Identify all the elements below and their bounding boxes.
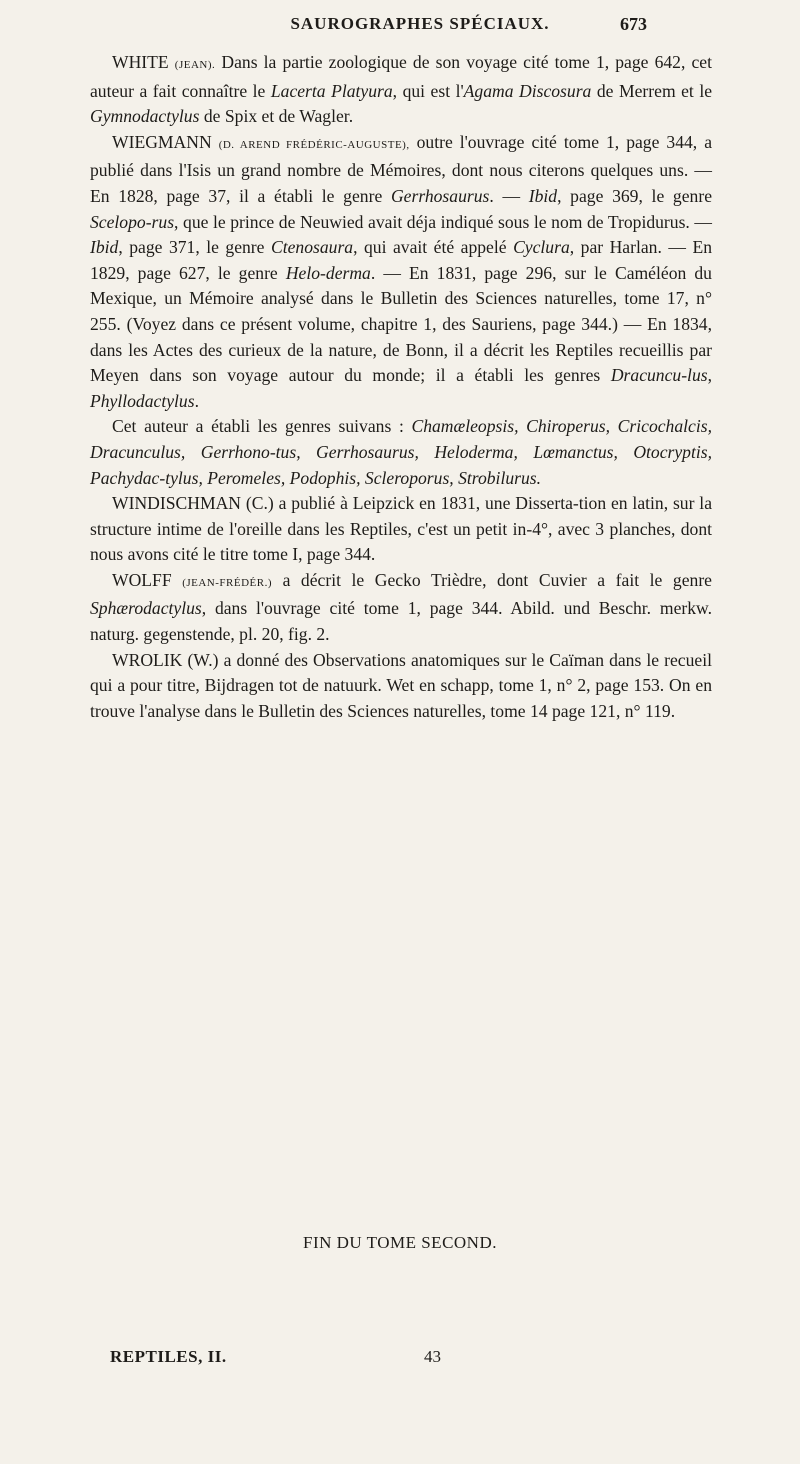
author-firstnames: (C.) <box>245 493 274 514</box>
entry-white: WHITE (JEAN). Dans la partie zoologique de son voyage cité tome 1, page 642, cet auteur a fait connaître le Lacerta Platyura, qui est l'Agama Discosura de Merrem et le Gymnodactylus de Spix et de Wagler. <box>90 52 713 127</box>
entry-wolff: WOLFF (JEAN-FRÉDÉR.) a décrit le Gecko Trièdre, dont Cuvier a fait le genre Sphærodactylus, dans l'ouvrage cité tome 1, page 344. Abild. und Beschr. merkw. naturg. gegenstende, pl. 20, fig. 2. <box>90 569 712 645</box>
body-text <box>90 50 712 724</box>
page-footer <box>0 1347 800 1373</box>
closing-line: FIN DU TOME SECOND. <box>302 1233 497 1252</box>
author-name: WOLFF <box>112 569 172 590</box>
entry-wrolik: WROLIK (W.) a donné des Observations anatomiques sur le Caïman dans le recueil qui a pour titre, Bijdragen tot de natuurk. Wet en schapp, tome 1, n° 2, page 153. On en trouve l'analyse dans le Bulletin des Sciences naturelles, tome 14 page 121, n° 119. <box>90 649 712 721</box>
sheet-number: 43 <box>424 1347 441 1366</box>
author-firstnames: (JEAN-FRÉDÉR.) <box>182 576 273 589</box>
genera-list: Chamæleopsis, Chiroperus, Cricochalcis, Dracunculus, Gerrhono-tus, Gerrhosaurus, Heloderma, Lœmanctus, Otocryptis, Pachydac-tylus, Peromeles, Podophis, Scleroporus, Strobilurus. <box>90 416 712 488</box>
running-head <box>0 14 800 44</box>
author-name: WIEGMANN <box>112 131 212 152</box>
author-firstnames: (D. AREND FRÉDÉRIC-AUGUSTE), <box>218 138 410 151</box>
author-firstnames: (JEAN). <box>174 59 216 71</box>
entry-genera-list: Cet auteur a établi les genres suivans : Chamæleopsis, Chiroperus, Cricochalcis, Dracunculus, Gerrhono-tus, Gerrhosaurus, Heloderma, Lœmanctus, Otocryptis, Pachydac-tylus, Peromeles, Podophis, Scleroporus, Strobilurus. <box>90 416 712 488</box>
page-number: 673 <box>620 14 647 34</box>
author-firstnames: (W.) <box>187 649 219 670</box>
entry-windischman: WINDISCHMAN (C.) a publié à Leipzick en 1831, une Disserta-tion en latin, sur la structure intime de l'oreille dans les Reptiles, c'est un petit in-4°, avec 3 planches, dont nous avons cité le titre tome I, page 344. <box>90 493 712 565</box>
entry-wiegmann: WIEGMANN (D. AREND FRÉDÉRIC-AUGUSTE), outre l'ouvrage cité tome 1, page 344, a publié dans l'Isis un grand nombre de Mémoires, dont nous citerons quelques uns. — En 1828, page 37, il a établi le genre Gerrhosaurus. — Ibid, page 369, le genre Scelopo-rus, que le prince de Neuwied avait déja indiqué sous le nom de Tropidurus. — Ibid, page 371, le genre Ctenosaura, qui avait été appelé Cyclura, par Harlan. — En 1829, page 627, le genre Helo-derma. — En 1831, page 296, sur le Caméléon du Mexique, un Mémoire analysé dans le Bulletin des Sciences naturelles, tome 17, n° 255. (Voyez dans ce présent volume, chapitre 1, des Sauriens, page 344.) — En 1834, dans les Actes des curieux de la nature, de Bonn, il a décrit les Reptiles recueillis par Meyen dans son voyage autour du monde; il a établi les genres Dracuncu-lus, Phyllodactylus. <box>90 131 713 411</box>
author-name: WHITE <box>112 52 169 72</box>
author-name: WROLIK <box>112 649 183 670</box>
running-title: SAUROGRAPHES SPÉCIAUX. <box>290 14 550 33</box>
signature-mark: REPTILES, II. <box>110 1347 227 1366</box>
author-name: WINDISCHMAN <box>112 493 242 514</box>
